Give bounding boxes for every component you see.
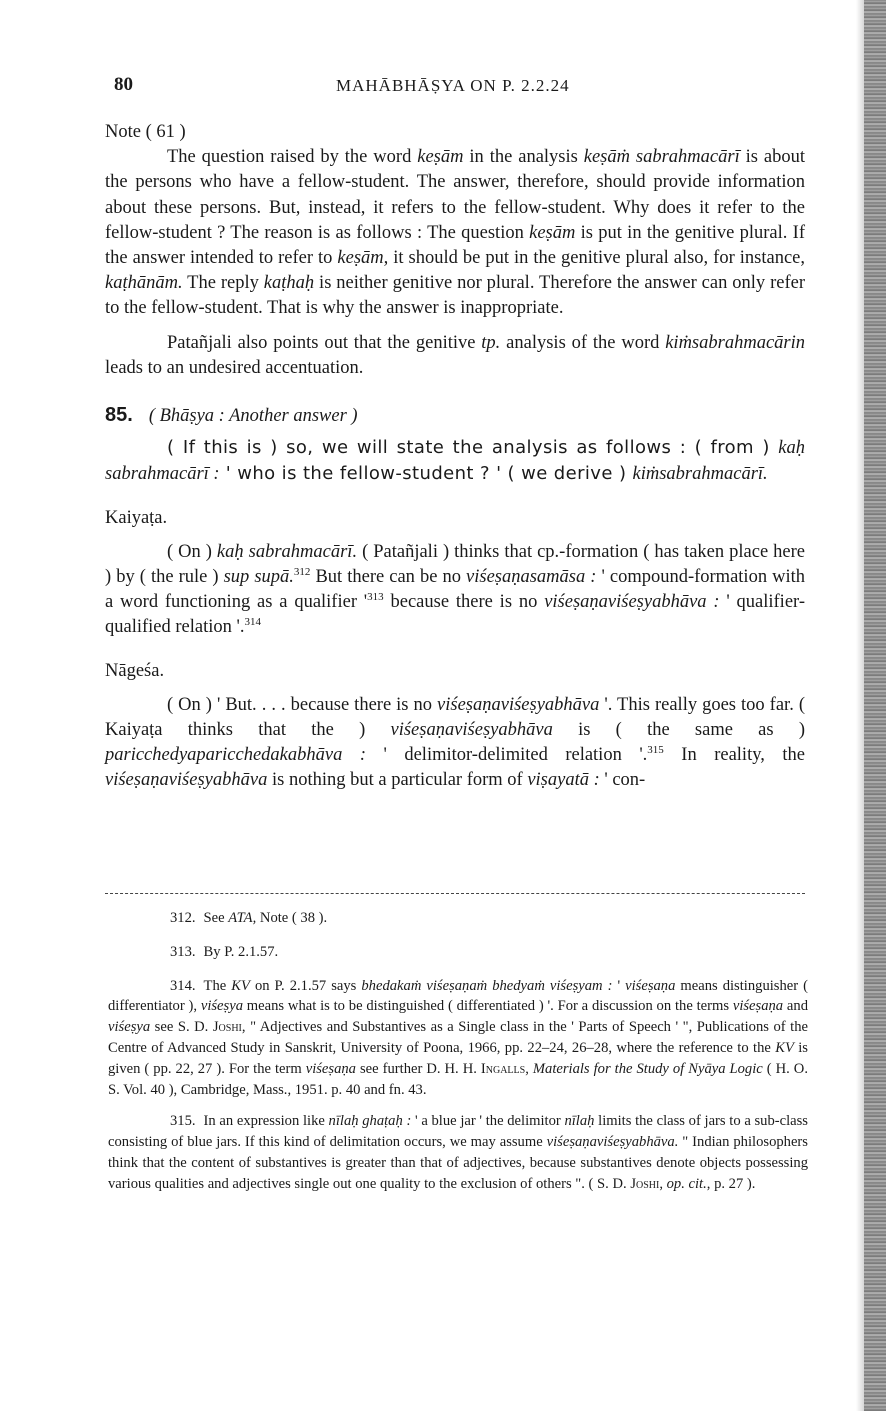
section-number: 85. bbox=[105, 404, 133, 427]
nagesa-heading: Nāgeśa. bbox=[105, 660, 165, 681]
footnotes bbox=[108, 908, 808, 1206]
kaiyata-heading: Kaiyaṭa. bbox=[105, 507, 168, 528]
section-title: ( Bhāṣya : Another answer ) bbox=[148, 406, 358, 427]
footnote-313: 313. By P. 2.1.57. bbox=[170, 943, 279, 960]
page-number: 80 bbox=[114, 74, 133, 95]
page-edge-shadow bbox=[864, 0, 886, 1411]
kaiyata-paragraph: ( On ) kaḥ sabrahmacārī. ( Patañjali ) thinks that cp.-formation ( has taken place here ) by ( the rule ) sup supā.$^{312}$ But there can be no viśeṣaṇasamāsa : ' compound-formation with a word functioning as a qualifier '$^{313}$ because there is no viśeṣaṇaviśeṣyabhāva : ' qualifier-qualified relation '.$^{314}$ bbox=[105, 541, 805, 638]
note-heading: Note ( 61 ) bbox=[105, 122, 186, 142]
running-title: MAHĀBHĀṢYA ON P. 2.2.24 bbox=[336, 76, 570, 95]
main-text bbox=[105, 120, 805, 794]
footnote-314: 314. The KV on P. 2.1.57 says bhedakaṁ viśeṣaṇaṁ bhedyaṁ viśeṣyam : ' viśeṣaṇa means distinguisher ( differentiator ), viśeṣya means what is to be distinguished ( differentiated ) '. For a discussion on the terms viśeṣaṇa and viśeṣya see S. D. Joshi, " Adjectives and Substantives as a Single class in the ' Parts of Speech ' ", Publications of the Centre of Advanced Study in Sanskrit, University of Poona, 1966, pp. 22–24, 26–28, where the reference to the KV is given ( pp. 22, 27 ). For the term viśeṣaṇa see further D. H. H. Ingalls, Materials for the Study of Nyāya Logic ( H. O. S. Vol. 40 ), Cambridge, Mass., 1951. p. 40 and fn. 43. bbox=[108, 977, 808, 1098]
page-header bbox=[114, 74, 814, 104]
bhasya-paragraph: ( If this is ) so, we will state the analysis as follows : ( from ) kaḥ sabrahmacārī : ' who is the fellow-student ? ' ( we derive ) kiṁsabrahmacārī. bbox=[105, 437, 805, 485]
footnote-315: 315. In an expression like nīlaḥ ghaṭaḥ : ' a blue jar ' the delimitor nīlaḥ limits the class of jars to a sub-class consisting of blue jars. If this kind of delimitation occurs, we may assume viśeṣaṇaviśeṣyabhāva. " Indian philosophers think that the content of substantives is greater than that of adjectives, because substantives denote objects possessing various qualities and adjectives single out one quality to the exclusion of others ". ( S. D. Joshi, op. cit., p. 27 ). bbox=[108, 1113, 808, 1192]
footnote-ref-313: 313 bbox=[367, 591, 384, 604]
footnote-rule bbox=[105, 893, 805, 894]
nagesa-paragraph: ( On ) ' But. . . . because there is no viśeṣaṇaviśeṣyabhāva '. This really goes too far. ( Kaiyaṭa thinks that the ) viśeṣaṇaviśeṣyabhāva is ( the same as ) paricchedyaparicchedakabhāva : ' delimitor-delimited relation '.$^{315}$ In reality, the viśeṣaṇaviśeṣyabhāva is nothing but a particular form of viṣayatā : ' con- bbox=[105, 694, 805, 791]
footnote-312: 312. See ATA, Note ( 38 ). bbox=[170, 910, 328, 926]
note-paragraph-2: Patañjali also points out that the genitive tp. analysis of the word kiṁsabrahmacārin leads to an undesired accentuation. bbox=[105, 332, 805, 378]
footnote-separator bbox=[105, 893, 805, 897]
footnote-ref-314: 314 bbox=[244, 616, 261, 629]
footnote-ref-315: 315 bbox=[647, 744, 664, 757]
note-paragraph-1: The question raised by the word keṣām in the analysis keṣāṁ sabrahmacārī is about the persons who have a fellow-student. The answer, therefore, should provide information about these persons. But, instead, it refers to the fellow-student. Why does it refer to the fellow-student ? The reason is as follows : The question keṣām is put in the genitive plural. If the answer intended to refer to keṣām, it should be put in the genitive plural also, for instance, kaṭhānām. The reply kaṭhaḥ is neither genitive nor plural. Therefore the answer can only refer to the fellow-student. That is why the answer is inappropriate. bbox=[105, 147, 805, 319]
section-85-heading bbox=[105, 403, 805, 429]
footnote-ref-312: 312 bbox=[293, 565, 311, 578]
